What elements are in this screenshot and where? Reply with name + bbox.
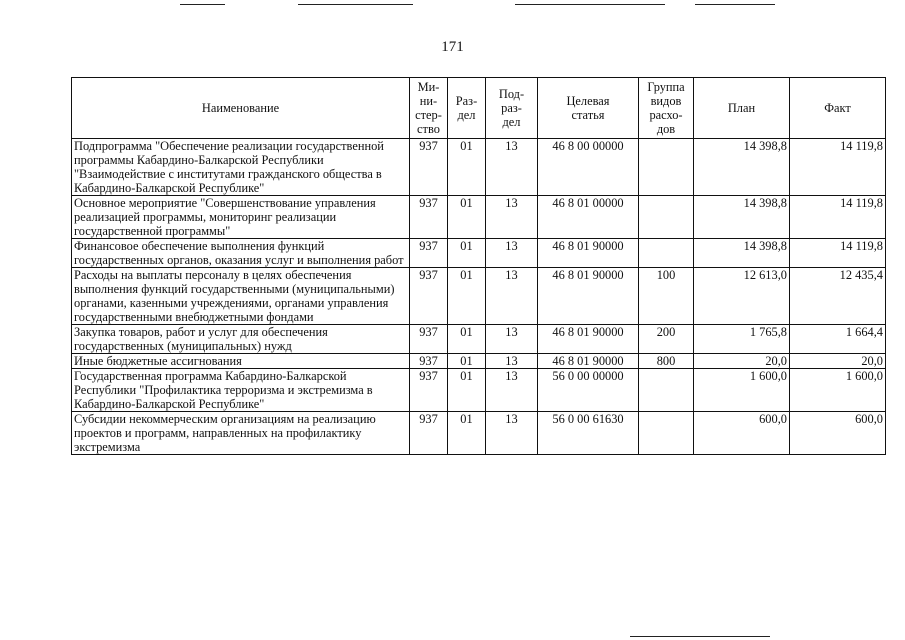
row-subsection: 13 xyxy=(486,139,538,196)
row-section: 01 xyxy=(448,139,486,196)
row-expense-group xyxy=(639,139,694,196)
row-plan: 14 398,8 xyxy=(694,139,790,196)
row-section: 01 xyxy=(448,369,486,412)
row-plan: 600,0 xyxy=(694,412,790,455)
row-ministry: 937 xyxy=(410,139,448,196)
row-fact: 12 435,4 xyxy=(790,268,886,325)
row-ministry: 937 xyxy=(410,412,448,455)
row-name: Иные бюджетные ассигнования xyxy=(72,354,410,369)
row-section: 01 xyxy=(448,325,486,354)
row-ministry: 937 xyxy=(410,325,448,354)
header-name: Наименование xyxy=(72,78,410,139)
row-name: Закупка товаров, работ и услуг для обеспечения государственных (муниципальных) нужд xyxy=(72,325,410,354)
row-target-article: 46 8 01 00000 xyxy=(538,196,639,239)
row-expense-group xyxy=(639,369,694,412)
row-target-article: 56 0 00 00000 xyxy=(538,369,639,412)
row-plan: 1 765,8 xyxy=(694,325,790,354)
header-expense-group: Группа видов расхо- дов xyxy=(639,78,694,139)
page-number: 171 xyxy=(441,39,464,55)
row-plan: 12 613,0 xyxy=(694,268,790,325)
row-fact: 600,0 xyxy=(790,412,886,455)
row-section: 01 xyxy=(448,239,486,268)
row-subsection: 13 xyxy=(486,196,538,239)
row-expense-group: 800 xyxy=(639,354,694,369)
table-row xyxy=(72,239,886,268)
row-target-article: 56 0 00 61630 xyxy=(538,412,639,455)
row-subsection: 13 xyxy=(486,268,538,325)
row-fact: 1 600,0 xyxy=(790,369,886,412)
row-plan: 20,0 xyxy=(694,354,790,369)
row-fact: 20,0 xyxy=(790,354,886,369)
table-row xyxy=(72,196,886,239)
row-expense-group xyxy=(639,196,694,239)
row-expense-group xyxy=(639,412,694,455)
row-expense-group xyxy=(639,239,694,268)
header-plan: План xyxy=(694,78,790,139)
row-subsection: 13 xyxy=(486,412,538,455)
scan-artifact-line xyxy=(695,4,775,5)
row-subsection: 13 xyxy=(486,354,538,369)
table-row xyxy=(72,139,886,196)
row-name: Расходы на выплаты персоналу в целях обеспечения выполнения функций государственными (муниципальными) органами, казенными учреждениями, органами управления государственными внебюджетными фондами xyxy=(72,268,410,325)
row-target-article: 46 8 00 00000 xyxy=(538,139,639,196)
header-subsection: Под- раз- дел xyxy=(486,78,538,139)
row-target-article: 46 8 01 90000 xyxy=(538,268,639,325)
row-fact: 1 664,4 xyxy=(790,325,886,354)
row-fact: 14 119,8 xyxy=(790,196,886,239)
row-fact: 14 119,8 xyxy=(790,139,886,196)
row-target-article: 46 8 01 90000 xyxy=(538,325,639,354)
scan-artifact-line xyxy=(515,4,665,5)
row-subsection: 13 xyxy=(486,325,538,354)
row-name: Подпрограмма "Обеспечение реализации государственной программы Кабардино-Балкарской Республики "Взаимодействие с институтами гражданского общества в Кабардино-Балкарской Республике" xyxy=(72,139,410,196)
scan-artifact-line xyxy=(180,4,225,5)
scan-artifact-line xyxy=(630,636,770,637)
row-subsection: 13 xyxy=(486,239,538,268)
row-fact: 14 119,8 xyxy=(790,239,886,268)
row-section: 01 xyxy=(448,354,486,369)
table-header-row xyxy=(72,78,886,139)
header-section: Раз- дел xyxy=(448,78,486,139)
table-row xyxy=(72,268,886,325)
header-ministry: Ми- ни- стер- ство xyxy=(410,78,448,139)
table-row xyxy=(72,354,886,369)
row-ministry: 937 xyxy=(410,268,448,325)
row-plan: 14 398,8 xyxy=(694,239,790,268)
row-section: 01 xyxy=(448,196,486,239)
row-ministry: 937 xyxy=(410,369,448,412)
row-name: Финансовое обеспечение выполнения функций государственных органов, оказания услуг и выполнения работ xyxy=(72,239,410,268)
row-plan: 1 600,0 xyxy=(694,369,790,412)
table-row xyxy=(72,369,886,412)
row-target-article: 46 8 01 90000 xyxy=(538,239,639,268)
row-section: 01 xyxy=(448,412,486,455)
row-plan: 14 398,8 xyxy=(694,196,790,239)
table-row xyxy=(72,412,886,455)
scan-artifact-line xyxy=(298,4,413,5)
row-name: Основное мероприятие "Совершенствование управления реализацией программы, мониторинг реализации государственной программы" xyxy=(72,196,410,239)
row-expense-group: 100 xyxy=(639,268,694,325)
row-ministry: 937 xyxy=(410,239,448,268)
row-subsection: 13 xyxy=(486,369,538,412)
row-target-article: 46 8 01 90000 xyxy=(538,354,639,369)
header-fact: Факт xyxy=(790,78,886,139)
row-name: Государственная программа Кабардино-Балкарской Республики "Профилактика терроризма и экстремизма в Кабардино-Балкарской Республике" xyxy=(72,369,410,412)
row-name: Субсидии некоммерческим организациям на реализацию проектов и программ, направленных на профилактику экстремизма xyxy=(72,412,410,455)
header-target-article: Целевая статья xyxy=(538,78,639,139)
row-ministry: 937 xyxy=(410,196,448,239)
row-expense-group: 200 xyxy=(639,325,694,354)
row-ministry: 937 xyxy=(410,354,448,369)
table-row xyxy=(72,325,886,354)
budget-table xyxy=(71,77,886,455)
row-section: 01 xyxy=(448,268,486,325)
